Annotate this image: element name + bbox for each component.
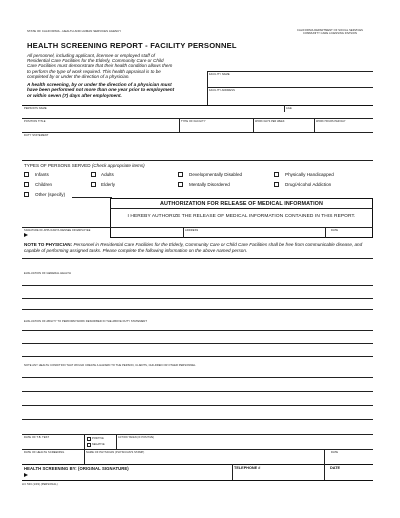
tb-date-label: DATE OF T.B. TEST: [24, 436, 50, 439]
row-line-1: [22, 105, 373, 106]
other-specify-field[interactable]: [72, 191, 112, 197]
age-label: AGE: [286, 107, 292, 110]
date-health-screening-field[interactable]: [22, 454, 84, 463]
intro-line4: to perform the type of work required. This health appraisal is to be: [27, 68, 161, 74]
applicant-signature-field[interactable]: [22, 231, 183, 239]
row-line-3: [22, 132, 373, 133]
page-title: HEALTH SCREENING REPORT - FACILITY PERSONNEL: [27, 41, 237, 50]
general-health-line-3: [22, 309, 373, 310]
ability-label: EVALUATION OF ABILITY TO PERFORM WORK DESCRIBED IN THE ABOVE DUTY STATEMENT: [24, 320, 148, 323]
agency-left: STATE OF CALIFORNIA - HEALTH AND HUMAN SERVICES AGENCY: [27, 29, 122, 33]
facility-name-label: FACILITY NAME: [209, 73, 230, 76]
general-health-line-1: [22, 285, 373, 286]
physician-note-lead: NOTE TO PHYSICIAN:: [24, 242, 73, 247]
persons-served-title: TYPES OF PERSONS SERVED: [24, 163, 91, 168]
signature-date2-field[interactable]: [324, 471, 373, 480]
tb-action-field[interactable]: [116, 439, 373, 448]
label-adults: Adults: [101, 172, 114, 177]
intro-text: [27, 53, 215, 98]
condition-line-4: [22, 419, 373, 420]
label-children: Children: [35, 182, 53, 187]
work-days-label: WORK DAYS PER WEEK: [255, 120, 285, 123]
checkbox-physically-handicapped[interactable]: [274, 172, 279, 177]
health-condition-label: NOTE ANY HEALTH CONDITION THAT WOULD CREATE A HAZARD TO THE PERSON, CLIENTS, CHILDREN OR OTHER PERSONNEL: [24, 364, 196, 367]
checkbox-mentally-disordered[interactable]: [178, 182, 183, 187]
condition-line-2: [22, 391, 373, 392]
intro-bold3: or within seven (7) days after employment.: [27, 92, 122, 98]
intro-line1: All personnel, including applicant, licensee or employed staff of: [27, 53, 155, 58]
date-health-screening-label: DATE OF HEALTH SCREENING: [24, 451, 65, 454]
physician-note: [24, 242, 376, 253]
general-health-top-line: [22, 258, 373, 259]
type-of-facility-field[interactable]: [179, 123, 253, 131]
checkbox-drug-alcohol[interactable]: [274, 182, 279, 187]
label-mentally-disordered: Mentally Disordered: [189, 182, 230, 187]
telephone-label: TELEPHONE #: [234, 466, 261, 470]
ability-line-2: [22, 343, 373, 344]
tb-top-line: [22, 434, 373, 435]
label-other: Other (specify): [35, 192, 66, 197]
tb-action-label: ACTION TAKEN (IF POSITIVE): [118, 436, 155, 439]
checkbox-infants[interactable]: [24, 172, 29, 177]
label-elderly: Elderly: [101, 182, 116, 187]
physician-name-field[interactable]: [84, 454, 324, 463]
screening-by-label: HEALTH SCREENING BY: (ORIGINAL SIGNATURE): [24, 466, 129, 471]
facility-name-line: [207, 71, 373, 72]
facility-address-field[interactable]: [207, 93, 373, 104]
persons-served-heading: [24, 163, 145, 168]
checkbox-children[interactable]: [24, 182, 29, 187]
position-title-field[interactable]: [22, 123, 179, 131]
physician-name-label: NAME OF PHYSICIAN (PHYSICIAN'S STAMP): [86, 451, 145, 454]
tb-negative-label: NEGATIVE: [92, 443, 105, 446]
signature-top-line: [22, 464, 373, 465]
general-health-field[interactable]: [22, 276, 373, 310]
facility-address-label: FACILITY ADDRESS: [209, 89, 235, 92]
work-days-field[interactable]: [253, 123, 314, 131]
telephone-field[interactable]: [232, 471, 324, 480]
general-health-label: EVALUATION OF GENERAL HEALTH: [24, 272, 71, 275]
signature-bottom-line: [22, 480, 373, 481]
other-specify-line: [72, 197, 112, 198]
intro-line5: completed by or under the direction of a physician.: [27, 73, 130, 79]
type-of-facility-label: TYPE OF FACILITY: [181, 120, 206, 123]
age-field[interactable]: [284, 110, 373, 118]
ability-field[interactable]: [22, 324, 373, 356]
intro-bold2: have been performed not more than one year prior to employment: [27, 87, 175, 93]
checkbox-tb-negative[interactable]: [87, 443, 91, 447]
intro-line3: Care Facilities must demonstrate that their health condition allows them: [27, 63, 173, 69]
physician-note-text1: Personnel in Residential Care Facilities for the Elderly, Community Care or Child Care Facilities shall be free from: [73, 242, 304, 247]
address-field[interactable]: [183, 231, 325, 239]
ability-line-3: [22, 356, 373, 357]
applicant-signature-label: SIGNATURE OF APPLICANT/LICENSEE OR EMPLOYEE: [24, 229, 91, 232]
duty-statement-label: DUTY STATEMENT: [24, 134, 49, 137]
checkbox-other[interactable]: [24, 192, 29, 197]
tb-positive-label: POSITIVE: [92, 437, 104, 440]
agency-right-line1: CALIFORNIA DEPARTMENT OF SOCIAL SERVICES: [297, 29, 363, 32]
agency-right-line2: COMMUNITY CARE LICENSING DIVISION: [303, 32, 357, 35]
persons-name-label: PERSON'S NAME: [24, 107, 47, 110]
row-line-4: [22, 160, 373, 161]
physician-date-label: DATE: [331, 451, 339, 454]
agency-right: [285, 29, 375, 35]
physician-date-field[interactable]: [324, 454, 373, 463]
screening-by-signature-field[interactable]: [22, 471, 232, 480]
tb-divider-1: [84, 434, 85, 449]
duty-statement-field[interactable]: [22, 137, 373, 159]
persons-served-note: (Check appropriate items): [91, 163, 145, 168]
intro-line2: Residential Care Facilities for the Elderly, Community Care or Child: [27, 58, 164, 64]
label-infants: Infants: [35, 172, 49, 177]
persons-name-field[interactable]: [22, 110, 284, 118]
physician-note-text2: communicable disease, and capable of performing assigned tasks. Please complete the following information on the above named person.: [24, 242, 363, 253]
form-number: LIC 503 (1/03) (PERSONAL): [22, 483, 58, 486]
row-line-2: [22, 118, 373, 119]
authorization-statement: I HEREBY AUTHORIZE THE RELEASE OF MEDICAL INFORMATION CONTAINED IN THIS REPORT.: [127, 214, 356, 219]
general-health-line-2: [22, 298, 373, 299]
ability-line-1: [22, 330, 373, 331]
checkbox-tb-positive[interactable]: [87, 437, 91, 441]
screening-top-line: [22, 449, 373, 450]
checkbox-adults[interactable]: [91, 172, 96, 177]
intro-bold1: A health screening, by or under the direction of a physician must: [27, 82, 172, 88]
position-title-label: POSITION TITLE: [24, 120, 46, 123]
condition-line-1: [22, 377, 373, 378]
authorization-heading: AUTHORIZATION FOR RELEASE OF MEDICAL INFORMATION: [160, 201, 323, 207]
label-developmentally-disabled: Developmentally Disabled: [189, 172, 243, 177]
condition-line-3: [22, 405, 373, 406]
work-hours-field[interactable]: [314, 123, 373, 131]
facility-name-field[interactable]: [207, 77, 373, 87]
signature-date-field[interactable]: [325, 231, 373, 239]
signature-row-line: [22, 227, 373, 228]
signature-date2-label: DATE: [330, 466, 341, 470]
address-label: ADDRESS: [185, 229, 199, 232]
checkbox-developmentally-disabled[interactable]: [178, 172, 183, 177]
authorization-heading-line: [110, 208, 373, 209]
checkbox-elderly[interactable]: [91, 182, 96, 187]
signature-date-label: DATE: [331, 229, 339, 232]
label-drug-alcohol: Drug/Alcohol Addiction: [285, 182, 332, 187]
tb-date-field[interactable]: [22, 439, 84, 448]
work-hours-label: WORK HOURS PER DAY: [316, 120, 346, 123]
label-physically-handicapped: Physically Handicapped: [285, 172, 334, 177]
facility-address-line: [207, 87, 373, 88]
